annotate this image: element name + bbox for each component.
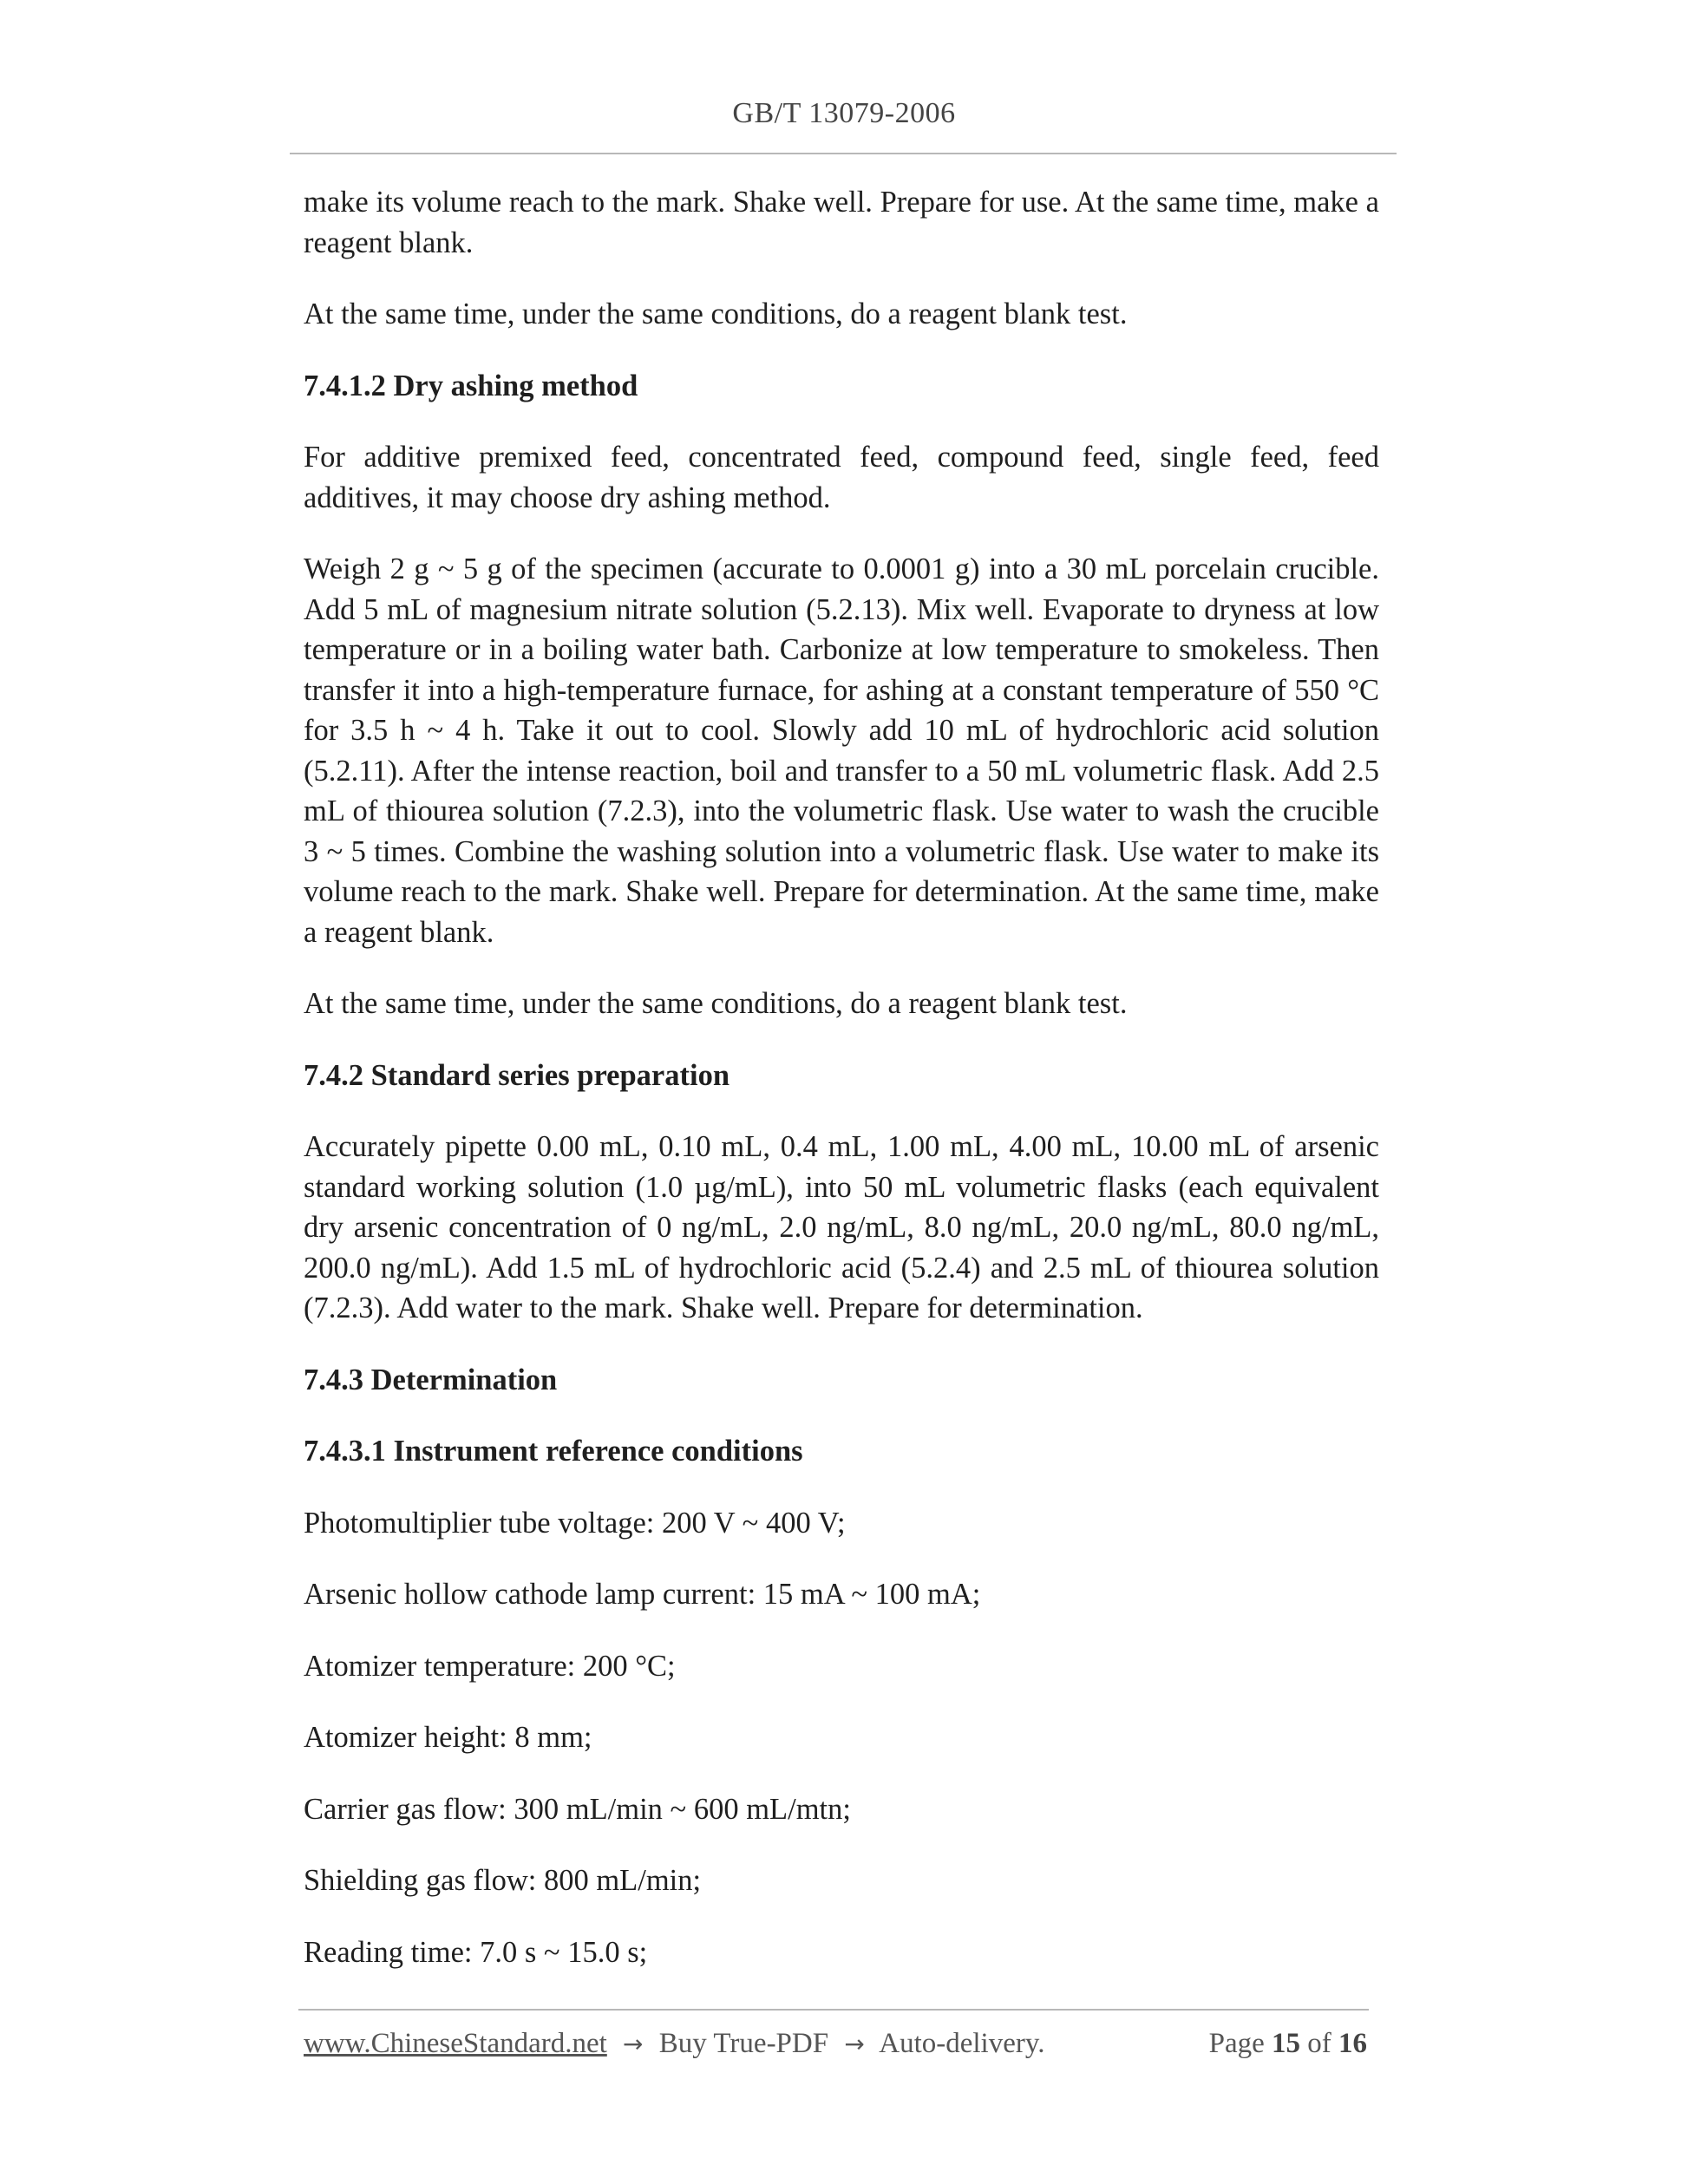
footer-links (304, 2028, 1044, 2060)
total-page-number: 16 (1338, 2028, 1367, 2059)
of-label: of (1307, 2028, 1331, 2059)
arrow-right-icon: → (844, 2030, 865, 2058)
condition-item: Arsenic hollow cathode lamp current: 15 mA ~ 100 mA; (304, 1578, 981, 1611)
condition-item: Carrier gas flow: 300 mL/min ~ 600 mL/mtn; (304, 1792, 851, 1826)
document-body (304, 182, 1379, 2004)
paragraph: Accurately pipette 0.00 mL, 0.10 mL, 0.4 mL, 1.00 mL, 4.00 mL, 10.00 mL of arsenic standard working solution (1.0 µg/mL), into 50 mL volumetric flasks (each equivalent dry arsenic concentration of 0 ng/mL, 2.0 ng/mL, 8.0 ng/mL, 20.0 ng/mL, 80.0 ng/mL, 200.0 ng/mL). Add 1.5 mL of hydrochloric acid (5.2.4) and 2.5 mL of thiourea solution (7.2.3). Add water to the mark. Shake well. Prepare for determination. (304, 1130, 1379, 1324)
buy-true-pdf-text: Buy True-PDF (658, 2028, 829, 2059)
page-header-title: GB/T 13079-2006 (732, 97, 956, 129)
paragraph: At the same time, under the same conditions, do a reagent blank test. (304, 987, 1128, 1020)
header-divider (290, 153, 1397, 154)
section-heading-7-4-2: 7.4.2 Standard series preparation (304, 1058, 730, 1092)
page-indicator (1209, 2028, 1367, 2060)
section-heading-7-4-3: 7.4.3 Determination (304, 1363, 558, 1396)
paragraph: make its volume reach to the mark. Shake well. Prepare for use. At the same time, make a reagent blank. (304, 186, 1379, 259)
current-page-number: 15 (1272, 2028, 1300, 2059)
paragraph: For additive premixed feed, concentrated feed, compound feed, single feed, feed additives, it may choose dry ashing method. (304, 441, 1379, 514)
condition-item: Atomizer height: 8 mm; (304, 1721, 592, 1754)
section-heading-7-4-1-2: 7.4.1.2 Dry ashing method (304, 369, 638, 402)
paragraph: Weigh 2 g ~ 5 g of the specimen (accurate to 0.0001 g) into a 30 mL porcelain crucible. Add 5 mL of magnesium nitrate solution (5.2.13). Mix well. Evaporate to dryness at low temperature or in a boiling water bath. Carbonize at low temperature to smokeless. Then transfer it into a high-temperature furnace, for ashing at a constant temperature of 550 °C for 3.5 h ~ 4 h. Take it out to cool. Slowly add 10 mL of hydrochloric acid solution (5.2.11). After the intense reaction, boil and transfer to a 50 mL volumetric flask. Add 2.5 mL of thiourea solution (7.2.3), into the volumetric flask. Use water to wash the crucible 3 ~ 5 times. Combine the washing solution into a volumetric flask. Use water to make its volume reach to the mark. Shake well. Prepare for determination. At the same time, make a reagent blank. (304, 553, 1379, 949)
arrow-right-icon: → (623, 2030, 644, 2058)
footer-divider (298, 2009, 1369, 2011)
section-heading-7-4-3-1: 7.4.3.1 Instrument reference conditions (304, 1435, 803, 1468)
paragraph: At the same time, under the same conditions, do a reagent blank test. (304, 298, 1128, 330)
condition-item: Reading time: 7.0 s ~ 15.0 s; (304, 1935, 648, 1969)
condition-item: Atomizer temperature: 200 °C; (304, 1649, 676, 1683)
page-label: Page (1208, 2028, 1265, 2059)
auto-delivery-text: Auto-delivery. (879, 2028, 1045, 2059)
website-link[interactable]: www.ChineseStandard.net (304, 2028, 607, 2059)
condition-item: Shielding gas flow: 800 mL/min; (304, 1864, 702, 1897)
condition-item: Photomultiplier tube voltage: 200 V ~ 400 V; (304, 1506, 846, 1540)
